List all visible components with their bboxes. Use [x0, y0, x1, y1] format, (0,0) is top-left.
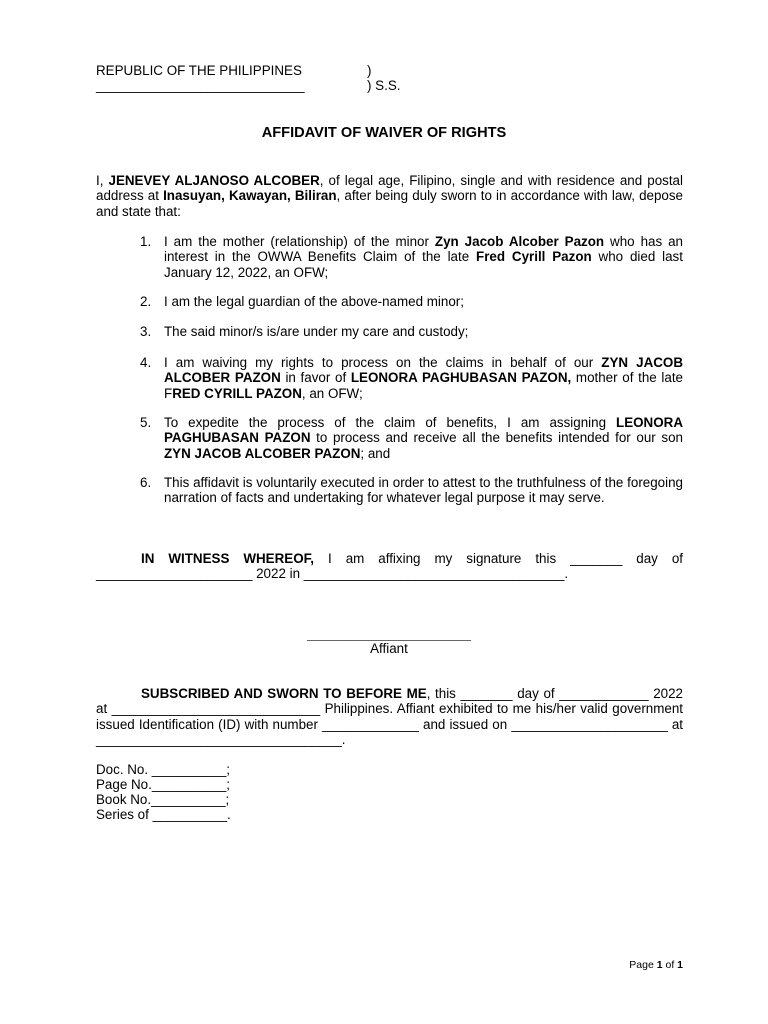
witness-text: I am affixing my signature this _______ day of _____________________ 2022 in ___________________________________. [96, 551, 683, 582]
footer-prefix: Page [629, 959, 657, 971]
item-2-number: 2. [140, 294, 152, 309]
intro-text-3: , after being duly sworn to in accordance with law, depose and state that: [96, 188, 683, 219]
item-1-deceased: Fred Cyrill Pazon [476, 249, 592, 265]
footer-total: 1 [677, 959, 683, 971]
item-5-minor: ZYN JACOB ALCOBER PAZON [164, 445, 361, 461]
item-4-deceased: RED CYRILL PAZON [172, 385, 302, 401]
item-5-t2: to process and receive all the benefits intended for our son [310, 430, 683, 446]
item-4-assignee: LEONORA PAGHUBASAN PAZON, [350, 370, 572, 386]
item-3-text: The said minor/s is/are under my care and custody; [164, 324, 469, 339]
footer-of: of [662, 959, 678, 971]
intro-paragraph [96, 173, 683, 219]
item-1-t2: who has an interest in the OWWA Benefits Claim of the late [164, 234, 684, 265]
jurat-paragraph [96, 686, 683, 748]
item-4-minor: ZYN JACOB ALCOBER PAZON [164, 355, 683, 386]
item-1-t3: who died last January 12, 2022, an OFW; [164, 249, 683, 280]
page-footer [629, 958, 683, 973]
document-title: AFFIDAVIT OF WAIVER OF RIGHTS [261, 125, 507, 141]
item-3-number: 3. [140, 324, 152, 339]
page-no: Page No.__________; [96, 777, 231, 792]
header-ss: ) S.S. [367, 78, 401, 93]
item-6-text: This affidavit is voluntarily executed in order to attest to the truthfulness of the foregoing narration of facts and undertaking for whatever legal purpose it may serve. [164, 475, 683, 506]
item-4-t3: mother of the late F [164, 370, 683, 401]
header-underline: ____________________________ [96, 78, 305, 93]
item-1-t1: I am the mother (relationship) of the minor [164, 234, 435, 249]
item-4-number: 4. [140, 355, 152, 370]
item-4-t1: I am waiving my rights to process on the claims in behalf of our [164, 355, 602, 370]
item-1-text [164, 234, 683, 280]
signature-line: ______________________ [307, 626, 471, 641]
series-of: Series of __________. [96, 807, 231, 822]
witness-heading: IN WITNESS WHEREOF, [141, 551, 315, 566]
affiant-name: JENEVEY ALJANOSO ALCOBER [108, 173, 320, 188]
intro-text-2: , of legal age, Filipino, single and with residence and postal address at [96, 173, 683, 204]
item-4-t4: , an OFW; [301, 385, 363, 401]
book-no: Book No.__________; [96, 792, 230, 807]
doc-no: Doc. No. __________; [96, 762, 231, 777]
item-5-t1: To expedite the process of the claim of benefits, I am assigning [164, 415, 617, 430]
item-2-text: I am the legal guardian of the above-named minor; [164, 294, 464, 309]
item-5-number: 5. [140, 415, 152, 430]
item-1-number: 1. [140, 234, 152, 249]
witness-paragraph [96, 551, 683, 582]
jurat-text: , this _______ day of ____________ 2022 at ____________________________ Philippines. Affiant exhibited to me his/her valid government issued Identification (ID) with number _____________ and issued on _____________________ at _________________________________. [96, 686, 683, 748]
jurat-heading: SUBSCRIBED AND SWORN TO BEFORE ME [141, 686, 427, 701]
item-1-minor: Zyn Jacob Alcober Pazon [434, 234, 605, 249]
item-4-text [164, 355, 683, 401]
item-5-assignee: LEONORA PAGHUBASAN PAZON [164, 415, 683, 446]
signature-label: Affiant [370, 641, 408, 656]
header-paren: ) [367, 63, 372, 78]
header-republic: REPUBLIC OF THE PHILIPPINES [96, 63, 302, 78]
footer-current: 1 [656, 959, 663, 971]
item-4-t2: in favor of [280, 370, 351, 386]
item-5-t3: ; and [360, 445, 391, 461]
affiant-address: Inasuyan, Kawayan, Biliran [163, 188, 337, 204]
item-5-text [164, 415, 683, 461]
intro-text-1: I, [96, 173, 109, 188]
item-6-number: 6. [140, 475, 152, 490]
